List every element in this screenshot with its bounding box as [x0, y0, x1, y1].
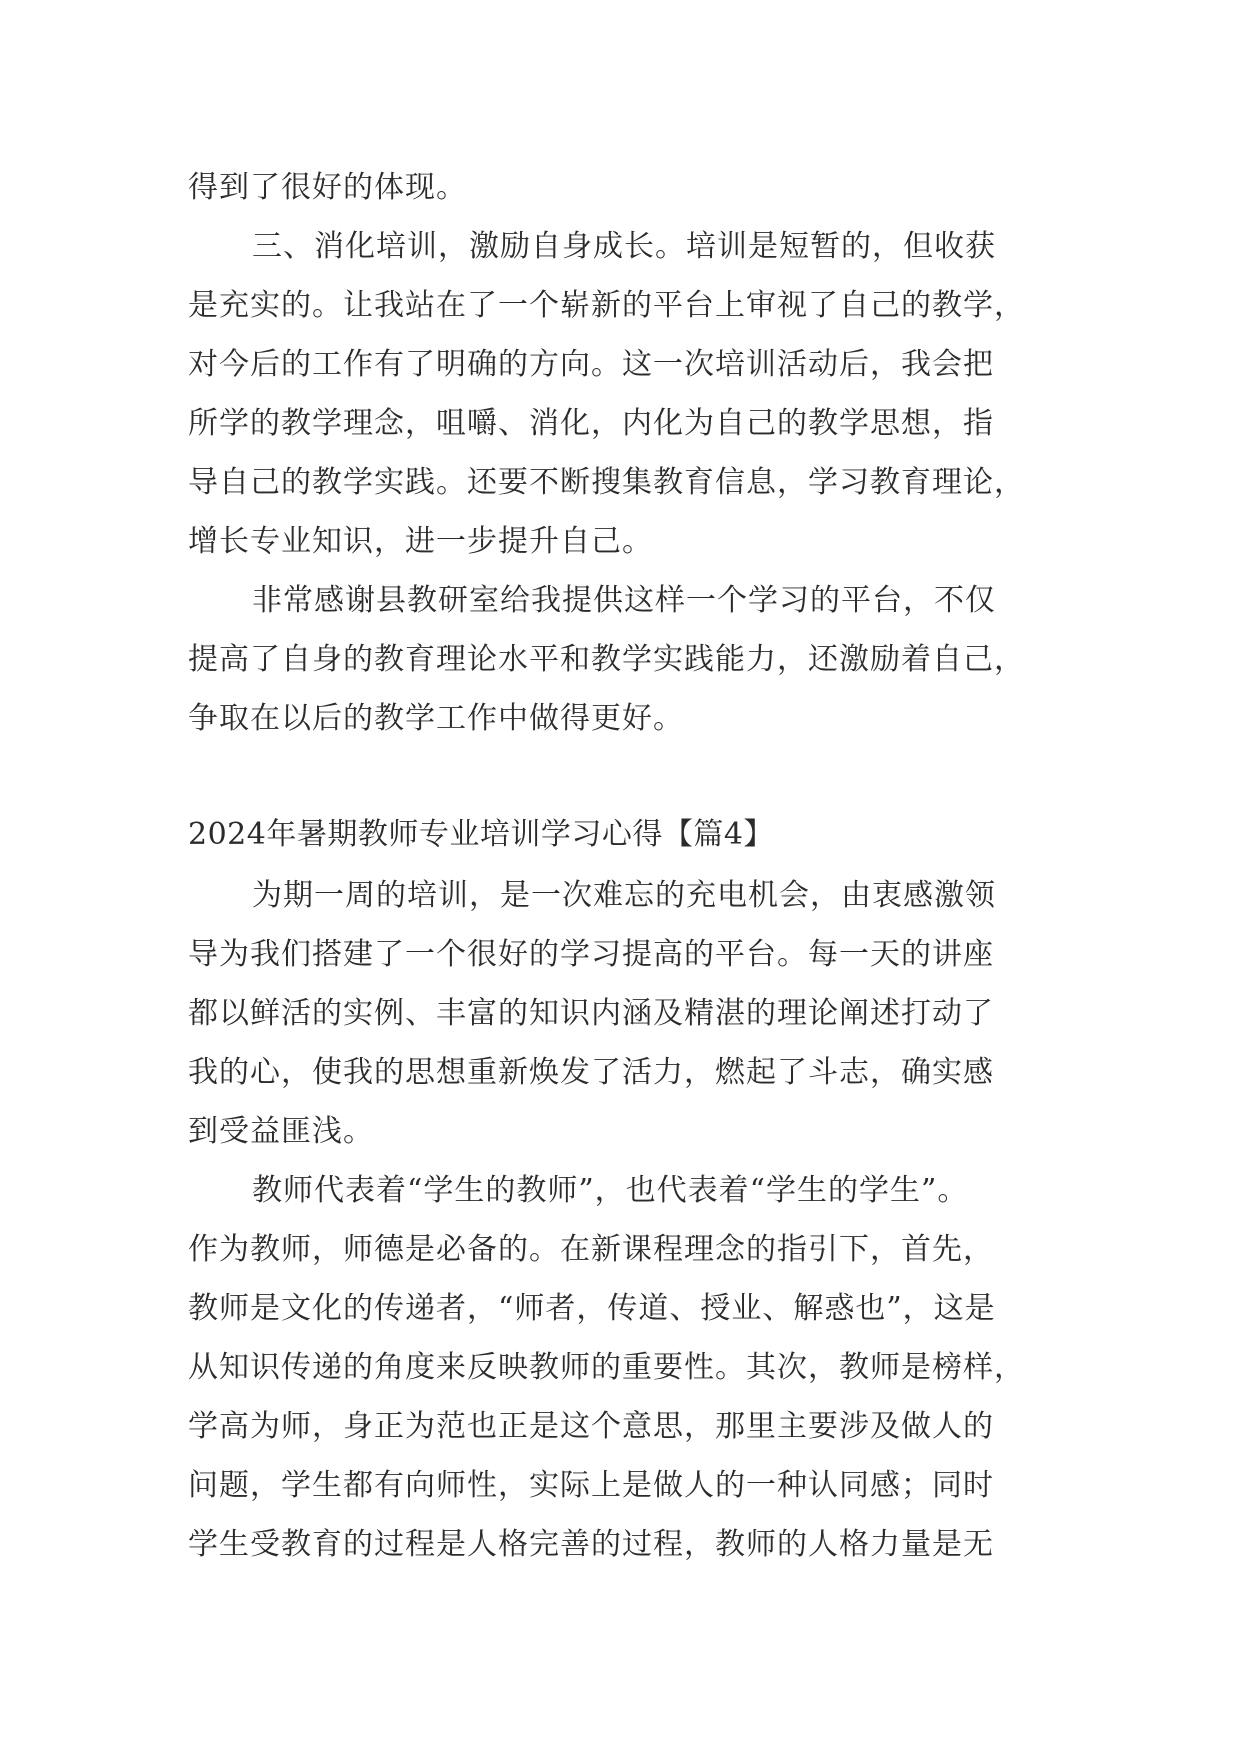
text-line: 都以鲜活的实例、丰富的知识内涵及精湛的理论阐述打动了 [188, 996, 994, 1031]
text-line: 学生受教育的过程是人格完善的过程，教师的人格力量是无 [188, 1527, 994, 1562]
text-line: 提高了自身的教育理论水平和教学实践能力，还激励着自己， [188, 642, 1025, 677]
paragraph-training-intro [188, 866, 1088, 1161]
text-line: 为期一周的培训，是一次难忘的充电机会，由衷感激领 [252, 878, 996, 913]
section-heading: 2024年暑期教师专业培训学习心得【篇4】 [188, 817, 774, 852]
text-line: 教师是文化的传递者，“师者，传道、授业、解惑也”，这是 [188, 1291, 996, 1326]
text-line: 对今后的工作有了明确的方向。这一次培训活动后，我会把 [188, 347, 994, 382]
text-line: 非常感谢县教研室给我提供这样一个学习的平台，不仅 [252, 583, 996, 618]
text-line: 问题，学生都有向师性，实际上是做人的一种认同感；同时 [188, 1468, 994, 1503]
text-line: 学高为师，身正为范也正是这个意思，那里主要涉及做人的 [188, 1409, 994, 1444]
text-line: 导为我们搭建了一个很好的学习提高的平台。每一天的讲座 [188, 937, 994, 972]
paragraph-thanks [188, 571, 1088, 748]
section-spacer [188, 748, 1088, 805]
paragraph-teacher-role [188, 1161, 1088, 1574]
text-line: 到受益匪浅。 [188, 1114, 374, 1149]
text-line: 得到了很好的体现。 [188, 170, 467, 205]
paragraph-digest-training [188, 217, 1088, 571]
text-line: 争取在以后的教学工作中做得更好。 [188, 701, 684, 736]
document-body [188, 158, 1088, 1574]
text-line: 教师代表着“学生的教师”，也代表着“学生的学生”。 [252, 1173, 969, 1208]
text-line: 增长专业知识，进一步提升自己。 [188, 524, 653, 559]
text-line: 作为教师，师德是必备的。在新课程理念的指引下，首先， [188, 1232, 994, 1267]
text-line: 所学的教学理念，咀嚼、消化，内化为自己的教学思想，指 [188, 406, 994, 441]
text-line: 我的心，使我的思想重新焕发了活力，燃起了斗志，确实感 [188, 1055, 994, 1090]
text-line: 从知识传递的角度来反映教师的重要性。其次，教师是榜样， [188, 1350, 1025, 1385]
text-line: 是充实的。让我站在了一个崭新的平台上审视了自己的教学， [188, 288, 1025, 323]
text-line: 三、消化培训，激励自身成长。培训是短暂的，但收获 [252, 229, 996, 264]
text-line: 导自己的教学实践。还要不断搜集教育信息，学习教育理论， [188, 465, 1025, 500]
